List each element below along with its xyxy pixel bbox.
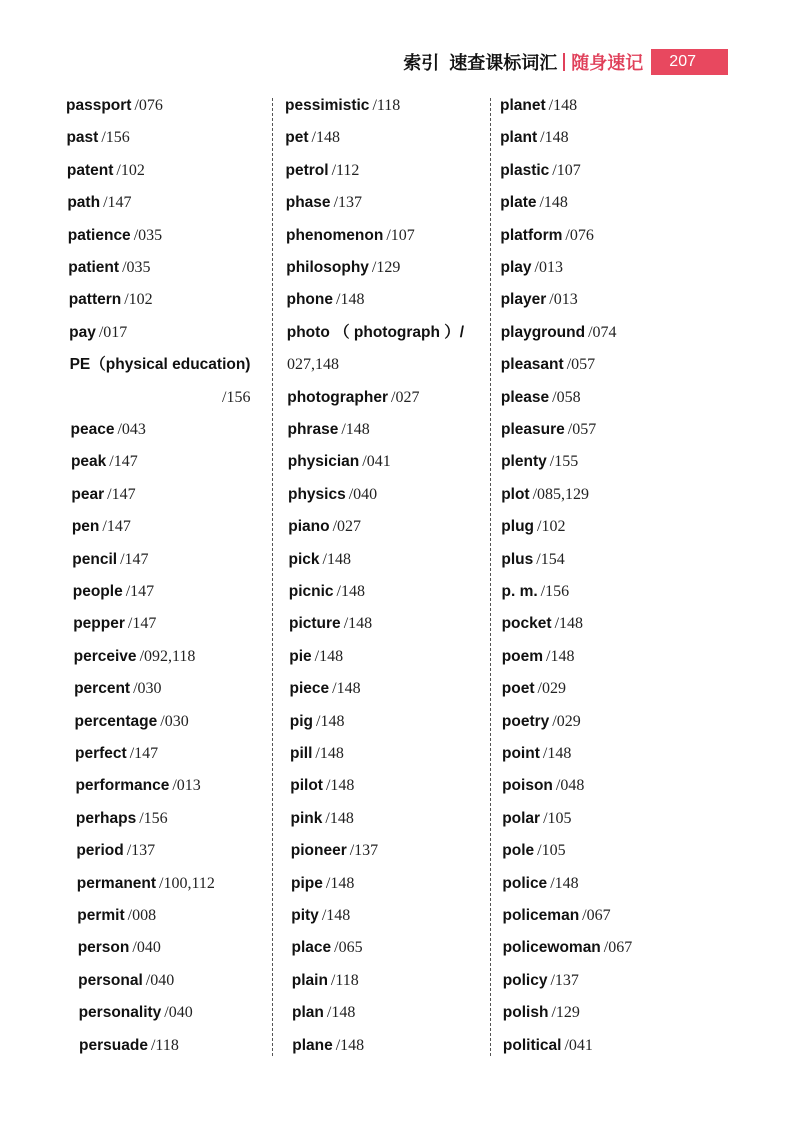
index-word: pattern [68,291,122,309]
index-entry [501,323,617,343]
index-entry [288,517,361,537]
index-page-ref: /147 [109,453,138,471]
index-entry [501,485,589,505]
index-word: plan [292,1004,324,1022]
index-word: peak [70,453,107,471]
index-entry [79,1036,179,1056]
index-word: patience [67,226,131,244]
index-word: planet [500,97,546,114]
index-entry [501,355,595,375]
index-entry [70,355,251,375]
index-word: playground [500,323,586,341]
index-word: personal [78,971,143,989]
index-entry [71,452,138,472]
index-word: piano [288,518,330,536]
index-page-ref: /076 [565,226,594,244]
index-page-ref: /148 [322,550,351,568]
index-entry [288,452,391,472]
index-word: perceive [73,647,137,665]
index-entry [502,614,583,634]
index-word: pole [502,842,535,860]
index-word: political [502,1036,562,1054]
index-page-ref: /129 [371,259,401,276]
index-page-ref: /035 [122,259,151,276]
index-entry [500,193,568,213]
index-entry [287,388,419,408]
index-word: pig [289,712,313,730]
index-page-ref: /148 [548,97,578,114]
index-word: plenty [501,453,547,471]
index-word: persuade [79,1036,148,1054]
index-entry [501,388,581,408]
index-page-ref: /008 [127,907,157,924]
index-word: peace [70,421,115,438]
header-index-label: 索引 [403,53,440,74]
index-word: plastic [500,161,550,179]
index-entry [74,679,161,699]
index-page-ref: /067 [582,907,611,924]
index-word: pet [285,129,309,147]
index-entry [78,938,161,958]
index-page-ref: /137 [550,971,579,989]
index-entry [286,161,360,181]
index-word: permanent [76,874,157,892]
index-entry [292,938,363,958]
index-word: poetry [501,712,550,730]
index-page-ref: /148 [550,874,579,892]
index-word: pilot [290,777,323,795]
index-page-ref: /137 [349,842,379,860]
index-entry [286,193,362,213]
index-word: picnic [288,583,334,600]
page-header [403,46,728,78]
index-page-ref: /105 [537,842,566,860]
index-page-ref: /057 [566,356,596,374]
index-word: poison [502,777,553,795]
index-entry [289,614,372,634]
index-page-ref: /148 [314,647,344,665]
index-page-ref: /148 [325,809,354,827]
index-word: point [502,745,540,762]
index-page-ref: /102 [124,291,153,309]
index-entry [500,161,581,181]
index-word: player [500,291,547,309]
index-word: petrol [285,161,329,179]
index-entry [68,258,150,278]
index-word: period [76,842,124,860]
index-word: plane [292,1036,333,1054]
index-entry [287,290,365,310]
index-word: pleasure [501,421,565,438]
index-page-ref: /040 [132,939,161,957]
index-entry [501,258,563,278]
index-word: plate [500,194,537,212]
header-subtitle: 随身速记 [571,53,644,74]
index-word: pink [290,809,323,827]
index-entry [67,193,131,213]
index-page-ref: /148 [542,745,572,762]
index-word: pen [71,518,100,536]
index-word: person [77,939,130,957]
index-entry [502,809,571,829]
index-word: PE（physical education) [69,356,251,374]
index-entry [72,517,131,537]
index-page-ref: /105 [543,809,572,827]
index-word: photographer [287,388,388,406]
index-entry [287,323,464,343]
index-word: pocket [501,615,552,633]
index-page-ref: /148 [335,1036,365,1054]
index-page-ref: /118 [372,97,401,114]
index-entry [69,323,127,343]
index-page-ref: /013 [549,291,578,309]
index-word: pick [288,550,320,568]
index-entry [75,776,200,796]
index-word: phrase [287,421,339,438]
index-page-ref: /076 [134,97,163,114]
index-page-ref: /147 [102,518,131,536]
index-entry [502,679,566,699]
index-word: pill [290,745,313,762]
index-entry [502,712,581,732]
index-entry [290,712,345,732]
index-page-ref: /147 [129,745,159,762]
index-page-ref: /118 [150,1036,179,1054]
index-page-ref: /057 [567,421,597,438]
index-page-ref: /043 [117,421,146,438]
index-entry [76,809,168,829]
index-word: percentage [74,712,158,730]
index-word: plain [291,971,328,989]
index-page-ref: /148 [311,129,340,147]
index-entry [222,388,250,408]
index-word: personality [78,1004,162,1022]
index-entry [286,258,400,278]
index-word: past [66,129,99,147]
index-page-ref: /148 [336,291,365,309]
index-entry [285,96,400,116]
index-word: pipe [291,874,323,892]
index-word: poet [501,680,535,698]
index-word: performance [75,777,170,795]
index-page-ref: /074 [588,323,617,341]
index-page-ref: /107 [552,161,581,179]
index-word: pepper [73,615,125,633]
index-entry [502,776,584,796]
index-entry [76,841,155,861]
index-page-ref: /148 [332,680,361,698]
index-page-ref: /148 [341,421,370,438]
index-entry [500,128,568,148]
index-page-ref: /148 [321,907,351,924]
index-entry [67,161,145,181]
index-word: policeman [502,907,580,924]
index-word: physician [287,453,360,471]
index-page-ref: /148 [539,194,568,212]
index-page-ref: /040 [348,485,378,503]
index-page-ref: /156 [139,809,168,827]
index-word: patient [68,259,120,276]
index-word: plus [501,550,534,568]
index-word: percent [74,680,131,698]
index-word: polar [502,809,541,827]
index-entry [501,452,578,472]
index-entry [288,420,370,440]
page-number-badge: 207 [651,49,728,75]
index-page-ref: /102 [537,518,566,536]
index-entry [290,679,361,699]
index-page-ref: /058 [552,388,581,406]
index-word: pear [71,485,105,503]
index-page-ref: /092,118 [139,647,196,665]
index-page-ref: /148 [546,647,575,665]
index-word: p. m. [501,583,538,600]
index-page-ref: /013 [534,259,563,276]
index-word: path [67,194,101,212]
index-page-ref: /147 [107,485,136,503]
index-page-ref: /030 [133,680,162,698]
index-page-ref: /112 [331,161,360,179]
index-word: pleasant [500,356,564,374]
index-page-ref: /118 [330,971,359,989]
index-entry [502,841,565,861]
index-entry [291,906,350,926]
index-entry [502,582,570,602]
index-word: please [500,388,550,406]
index-entry [501,517,565,537]
index-page-ref: /137 [126,842,156,860]
index-entry [78,971,174,991]
index-word: people [72,583,123,600]
index-word: place [291,939,332,957]
index-entry [74,647,196,667]
index-page-ref: /148 [336,583,365,600]
index-entry [72,550,148,570]
column-divider-1 [272,98,273,1056]
index-entry [501,290,578,310]
index-entry [503,906,611,926]
index-entry [79,1003,193,1023]
index-entry [291,841,378,861]
index-entry [286,226,415,246]
index-word: pessimistic [285,97,370,114]
index-page-ref: 027,148 [287,356,339,374]
index-entry [75,744,158,764]
index-page-ref: /148 [554,615,584,633]
index-page-ref: /147 [120,550,149,568]
index-entry [502,647,575,667]
index-word: piece [289,680,330,698]
index-entry [69,290,153,310]
header-title: 速查课标词汇 [449,53,558,74]
index-word: polish [502,1004,549,1022]
index-entry [288,485,377,505]
index-entry [503,1003,580,1023]
index-page-ref: /027 [332,518,362,536]
index-page-ref: /048 [555,777,585,795]
index-page-ref: /148 [343,615,373,633]
index-page-ref: /065 [334,939,363,957]
index-entry [503,1036,593,1056]
index-page-ref: /027 [391,388,420,406]
index-entry [503,938,633,958]
index-word: philosophy [286,259,369,276]
index-page-ref: /041 [564,1036,593,1054]
index-entry [502,874,578,894]
index-page-ref: /148 [325,777,355,795]
index-entry [289,550,351,570]
index-word: photo （ photograph ）/ [286,323,465,341]
index-entry [500,226,593,246]
index-entry [77,874,215,894]
index-entry [292,971,359,991]
index-entry [75,712,189,732]
index-word: pity [291,907,319,924]
index-word: play [500,259,532,276]
index-entry [501,550,564,570]
index-word: pie [289,647,312,665]
index-word: perhaps [75,809,137,827]
index-word: phase [285,194,331,212]
index-entry [77,906,156,926]
index-page-ref: /147 [127,615,157,633]
index-word: policy [502,971,548,989]
index-word: passport [66,97,132,114]
index-entry [285,128,340,148]
index-word: policewoman [502,939,601,957]
index-page-ref: /035 [133,226,163,244]
index-entry [68,226,162,246]
index-page-ref: /155 [549,453,579,471]
index-word: police [502,874,548,892]
index-page-ref: /148 [315,745,344,762]
index-page-ref: /030 [160,712,189,730]
index-page-ref: /148 [326,1004,356,1022]
index-entry [66,128,129,148]
index-word: perfect [75,745,127,762]
index-page-ref: /147 [125,583,155,600]
index-page-ref: /148 [325,874,355,892]
index-word: physics [288,485,346,503]
index-word: picture [289,615,341,633]
index-page-ref: /148 [540,129,569,147]
index-entry [73,582,154,602]
index-word: platform [500,226,563,244]
index-page-ref: /147 [103,194,132,212]
index-page-ref: /067 [603,939,633,957]
index-entry [71,485,135,505]
index-entry [501,420,596,440]
index-entry [73,614,156,634]
index-word: phenomenon [286,226,384,244]
index-entry [502,744,571,764]
index-word: pencil [72,550,118,568]
index-page-ref: /017 [98,323,128,341]
header-separator [563,53,565,71]
index-page-ref: /137 [333,194,363,212]
index-entry [71,420,146,440]
index-entry [287,355,339,375]
index-entry [291,874,354,894]
index-word: plant [500,129,538,147]
index-page-ref: /040 [164,1004,193,1022]
index-page-ref: /041 [362,453,391,471]
index-entry [292,1003,355,1023]
index-entry [290,776,354,796]
index-page-ref: /156 [540,583,570,600]
index-word: pay [69,323,96,341]
index-page-ref: /100,112 [159,874,215,892]
index-entry [290,744,344,764]
index-entry [289,582,365,602]
index-word: plug [501,518,535,536]
index-word: plot [501,485,530,503]
index-entry [292,1036,364,1056]
index-page-ref: /129 [551,1004,580,1022]
index-page-ref: /154 [536,550,565,568]
index-entry [500,96,577,116]
index-page-ref: /148 [316,712,345,730]
column-divider-2 [490,98,491,1056]
index-page-ref: /156 [222,388,251,406]
index-page-ref: /013 [172,777,201,795]
index-entry [66,96,163,116]
index-page-ref: /085,129 [532,485,590,503]
index-page-ref: /102 [116,161,145,179]
index-entry [291,809,354,829]
index-word: pioneer [290,842,347,860]
index-entry [503,971,579,991]
index-page-ref: /107 [386,226,415,244]
index-word: permit [77,907,125,924]
index-page-ref: /156 [101,129,130,147]
index-word: poem [501,647,544,665]
index-page-ref: /029 [552,712,581,730]
index-entry [289,647,343,667]
index-page-ref: /029 [537,680,566,698]
index-word: phone [286,291,333,309]
index-word: patent [66,161,114,179]
index-page-ref: /040 [145,971,175,989]
